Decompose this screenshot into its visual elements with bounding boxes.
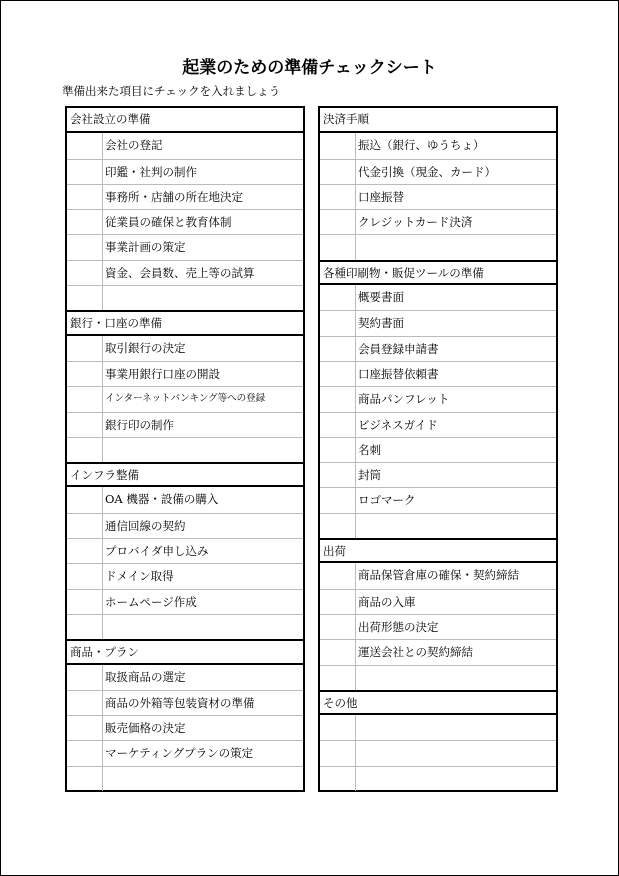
checklist-item: [67, 614, 303, 639]
checklist-item: [67, 665, 303, 690]
checklist-item: [320, 336, 556, 361]
checklist-item: [67, 740, 303, 765]
section-header: インフラ整備: [67, 462, 303, 487]
checklist-item-label: 会員登録申請書: [358, 341, 439, 356]
checkbox-cell[interactable]: [320, 463, 356, 487]
checkbox-cell[interactable]: [320, 615, 356, 639]
checklist-item-label: 事業用銀行口座の開設: [105, 366, 220, 381]
checklist-item: [320, 665, 556, 690]
checkbox-cell[interactable]: [67, 691, 103, 715]
checklist-item: [320, 614, 556, 639]
checkbox-cell[interactable]: [320, 590, 356, 614]
checkbox-cell[interactable]: [67, 438, 103, 462]
checklist-item: [320, 437, 556, 462]
right-checklist-column: [318, 106, 558, 792]
checkbox-cell[interactable]: [67, 160, 103, 184]
checklist-item: [320, 639, 556, 664]
checklist-item: [67, 487, 303, 512]
checklist-item: [67, 184, 303, 209]
checklist-item-label: 銀行印の制作: [105, 417, 174, 432]
checklist-item-label: 契約書面: [358, 316, 404, 331]
checkbox-cell[interactable]: [320, 235, 356, 259]
checklist-item: [67, 336, 303, 361]
checklist-item: [320, 513, 556, 538]
page-title: 起業のための準備チェックシート: [182, 58, 437, 78]
checklist-item-label: 出荷形態の決定: [358, 619, 439, 634]
checklist-item-label: 会社の登記: [105, 138, 163, 153]
checkbox-cell[interactable]: [67, 590, 103, 614]
section-header: 各種印刷物・販促ツールの準備: [320, 260, 556, 285]
section-header: 出荷: [320, 538, 556, 563]
checklist-item-label: プロバイダ申し込み: [105, 544, 209, 559]
checklist-item-label: 事業計画の策定: [105, 240, 186, 255]
checklist-item: [67, 538, 303, 563]
checklist-item: [67, 159, 303, 184]
checklist-item-label: ロゴマーク: [358, 493, 416, 508]
checklist-item: [67, 361, 303, 386]
checkbox-cell[interactable]: [67, 487, 103, 512]
checklist-item: [67, 766, 303, 791]
checkbox-cell[interactable]: [67, 539, 103, 563]
checkbox-cell[interactable]: [67, 362, 103, 386]
checklist-item: [320, 766, 556, 791]
checkbox-cell[interactable]: [320, 160, 356, 184]
checklist-item-label: 商品の入庫: [358, 594, 416, 609]
checklist-item-label: 名刺: [358, 442, 381, 457]
checklist-item: [320, 133, 556, 158]
checklist-item-label: 取引銀行の決定: [105, 340, 186, 355]
checkbox-cell[interactable]: [320, 285, 356, 310]
checklist-item: [320, 159, 556, 184]
checklist-item-label: 運送会社との契約締結: [358, 645, 473, 660]
checklist-item-label: マーケティングプランの策定: [105, 746, 254, 761]
checklist-item-label: 販売価格の決定: [105, 721, 186, 736]
checkbox-cell[interactable]: [67, 185, 103, 209]
checkbox-cell[interactable]: [320, 741, 356, 765]
checklist-item-label: 封筒: [358, 468, 381, 483]
checkbox-cell[interactable]: [320, 413, 356, 437]
checklist-item: [320, 209, 556, 234]
checkbox-cell[interactable]: [320, 311, 356, 335]
checklist-item: [67, 513, 303, 538]
checklist-item-label: 振込（銀行、ゆうちょ）: [358, 138, 485, 153]
checkbox-cell[interactable]: [320, 767, 356, 791]
checkbox-cell[interactable]: [67, 514, 103, 538]
checklist-item-label: 概要書面: [358, 290, 404, 305]
checkbox-cell[interactable]: [67, 336, 103, 361]
checklist-item-label: 従業員の確保と教育体制: [105, 215, 232, 230]
checklist-item: [67, 412, 303, 437]
checklist-item: [67, 437, 303, 462]
checklist-item-label: 通信回線の契約: [105, 518, 186, 533]
checklist-item: [320, 589, 556, 614]
checklist-item: [67, 589, 303, 614]
checkbox-cell[interactable]: [67, 741, 103, 765]
section-header: 決済手順: [320, 108, 556, 133]
checkbox-cell[interactable]: [67, 716, 103, 740]
checklist-item-label: 口座振替依頼書: [358, 366, 439, 381]
checkbox-cell[interactable]: [320, 133, 356, 158]
checkbox-cell[interactable]: [67, 413, 103, 437]
checkbox-cell[interactable]: [67, 286, 103, 310]
section-header: 銀行・口座の準備: [67, 310, 303, 335]
checklist-item: [320, 412, 556, 437]
checkbox-cell[interactable]: [320, 362, 356, 386]
checklist-item-label: 口座振替: [358, 189, 404, 204]
checkbox-cell[interactable]: [67, 261, 103, 285]
checklist-item-label: ドメイン取得: [105, 569, 174, 584]
checklist-item: [67, 260, 303, 285]
checklist-item-label: 商品パンフレット: [358, 392, 450, 407]
checklist-item-label: クレジットカード決済: [358, 215, 473, 230]
checklist-item: [320, 234, 556, 259]
checkbox-cell[interactable]: [67, 210, 103, 234]
checkbox-cell[interactable]: [67, 767, 103, 791]
checklist-item: [67, 285, 303, 310]
checkbox-cell[interactable]: [320, 488, 356, 512]
checklist-item: [320, 487, 556, 512]
checkbox-cell[interactable]: [67, 665, 103, 690]
checklist-item-label: 資金、会員数、売上等の試算: [105, 265, 255, 280]
checklist-item: [67, 234, 303, 259]
checklist-item-label: OA 機器・設備の購入: [105, 492, 219, 507]
checkbox-cell[interactable]: [320, 514, 356, 538]
checkbox-cell[interactable]: [67, 564, 103, 588]
checklist-item: [67, 209, 303, 234]
checklist-item: [320, 386, 556, 411]
section-header: 商品・プラン: [67, 639, 303, 664]
checklist-item-label: 代金引換（現金、カード）: [358, 164, 496, 179]
checklist-item: [320, 563, 556, 588]
checklist-item-label: 商品保管倉庫の確保・契約締結: [358, 568, 519, 583]
checklist-item: [320, 715, 556, 740]
checklist-item: [67, 133, 303, 158]
checkbox-cell[interactable]: [67, 615, 103, 639]
checklist-item-label: 事務所・店舗の所在地決定: [105, 189, 243, 204]
checkbox-cell[interactable]: [67, 235, 103, 259]
checklist-item-label: インターネットバンキング等への登録: [105, 393, 266, 405]
checklist-item: [320, 740, 556, 765]
checkbox-cell[interactable]: [320, 337, 356, 361]
checklist-item-label: ホームページ作成: [105, 594, 197, 609]
checklist-item: [67, 715, 303, 740]
checklist-item-label: 印鑑・社判の制作: [105, 164, 197, 179]
left-checklist-column: [65, 106, 305, 792]
checklist-item-label: 商品の外箱等包装資材の準備: [105, 695, 255, 710]
checkbox-cell[interactable]: [320, 715, 356, 740]
checkbox-cell[interactable]: [320, 185, 356, 209]
checklist-item: [320, 462, 556, 487]
checklist-item: [320, 310, 556, 335]
checkbox-cell[interactable]: [67, 133, 103, 158]
instruction-text: 準備出来た項目にチェックを入れましょう: [62, 84, 281, 98]
checklist-item-label: ビジネスガイド: [358, 417, 438, 432]
checkbox-cell[interactable]: [320, 387, 356, 411]
checklist-item-label: 取扱商品の選定: [105, 669, 186, 684]
checklist-item: [67, 690, 303, 715]
checklist-item: [67, 386, 303, 411]
checkbox-cell[interactable]: [320, 438, 356, 462]
checklist-item: [67, 563, 303, 588]
checklist-item: [320, 285, 556, 310]
checkbox-cell[interactable]: [320, 563, 356, 588]
checklist-item: [320, 361, 556, 386]
checkbox-cell[interactable]: [320, 640, 356, 664]
checklist-item: [320, 184, 556, 209]
checkbox-cell[interactable]: [320, 210, 356, 234]
checkbox-cell[interactable]: [320, 666, 356, 690]
section-header: その他: [320, 690, 556, 715]
checkbox-cell[interactable]: [67, 387, 103, 411]
section-header: 会社設立の準備: [67, 108, 303, 133]
